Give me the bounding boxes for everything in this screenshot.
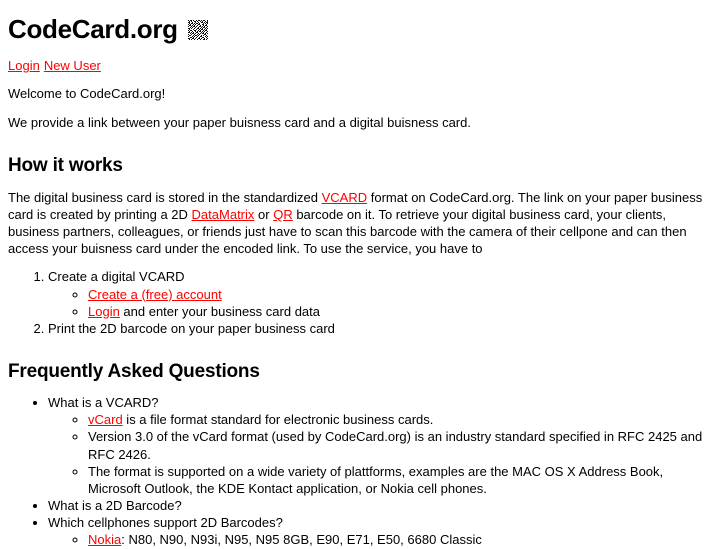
datamatrix-link[interactable]: DataMatrix <box>191 207 255 222</box>
create-account-link[interactable]: Create a (free) account <box>88 286 222 302</box>
list-item <box>88 531 719 548</box>
list-item <box>88 463 719 497</box>
faq-question-3: Which cellphones support 2D Barcodes? <box>48 515 283 531</box>
page-title-text: CodeCard.org <box>8 14 178 44</box>
paragraph-part-3: or <box>254 207 274 222</box>
page-title <box>8 16 719 43</box>
datamatrix-2d-barcode-icon <box>187 19 209 41</box>
how-it-works-steps <box>8 268 719 337</box>
list-item <box>88 428 719 462</box>
step-1-sub-2-text: and enter your business card data <box>119 303 320 319</box>
paragraph-part-2: format on CodeCard.org. The link on your paper business card is created by printing a 2D <box>8 189 703 222</box>
nokia-link[interactable]: Nokia <box>88 532 122 548</box>
faq-question-1: What is a VCARD? <box>48 395 159 411</box>
welcome-text: Welcome to CodeCard.org! <box>8 86 166 102</box>
faq-answer-3-text: The format is supported on a wide variety of plattforms, examples are the MAC OS X Address Book, Microsoft Outlook, the KDE Kontact application, or Nokia cell phones. <box>88 463 664 496</box>
list-item <box>48 394 719 497</box>
page-content <box>8 16 719 549</box>
faq-answer-1-text: is a file format standard for electronic business cards. <box>122 412 434 428</box>
paragraph-part-4: barcode on it. To retrieve your digital business card, your clients, business partners, colleagues, or friends just have to scan this barcode with the camera of their cellpone and can then access your buisness card under the encoded link. To use the service, you have to <box>8 207 687 257</box>
faq-answer-2-text: Version 3.0 of the vCard format (used by CodeCard.org) is an industry standard specified in RFC 2425 and RFC 2426. <box>88 429 703 462</box>
qr-link[interactable]: QR <box>273 207 293 222</box>
how-it-works-heading: How it works <box>8 154 123 176</box>
list-item <box>48 320 719 337</box>
step-1-label: Create a digital VCARD <box>48 269 185 285</box>
new-user-link[interactable]: New User <box>43 58 101 74</box>
list-item <box>88 286 719 303</box>
faq-heading: Frequently Asked Questions <box>8 361 260 383</box>
nav-links <box>8 57 719 74</box>
list-item <box>48 268 719 319</box>
login-link-inline[interactable]: Login <box>88 303 120 319</box>
list-item <box>88 411 719 428</box>
tagline-text: We provide a link between your paper buisness card and a digital buisness card. <box>8 114 471 130</box>
login-link[interactable]: Login <box>8 58 40 74</box>
vcard-link[interactable]: VCARD <box>321 189 368 205</box>
faq-list <box>8 394 719 548</box>
list-item <box>48 497 719 514</box>
how-it-works-paragraph <box>8 189 719 258</box>
faq-question-2: What is a 2D Barcode? <box>48 498 182 514</box>
faq-answer-list-1 <box>48 411 719 497</box>
list-item <box>48 514 719 548</box>
step-2-label: Print the 2D barcode on your paper business card <box>48 320 335 336</box>
paragraph-part-1: The digital business card is stored in the standardized <box>8 189 322 205</box>
faq-answer-nokia-text: : N80, N90, N93i, N95, N95 8GB, E90, E71, E50, 6680 Classic <box>121 532 482 548</box>
faq-answer-list-3 <box>48 531 719 548</box>
list-item <box>88 303 719 320</box>
vcard-wiki-link[interactable]: vCard <box>88 412 123 428</box>
step-1-sublist <box>48 286 719 320</box>
